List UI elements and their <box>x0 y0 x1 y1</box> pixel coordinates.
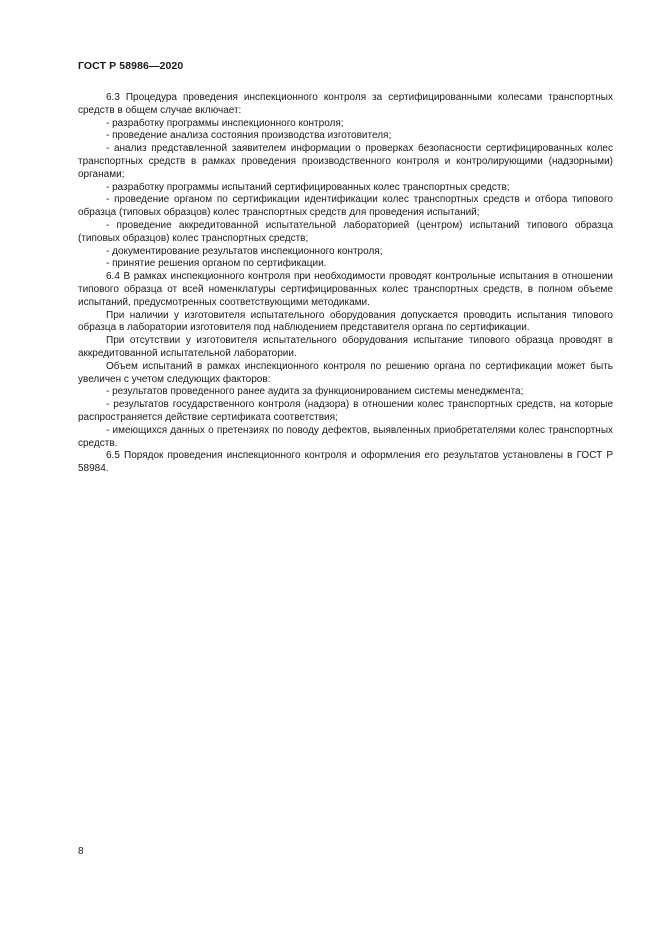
paragraph: Объем испытаний в рамках инспекционного контроля по решению органа по сертификации может быть увеличен с учетом следующих факторов: <box>78 360 613 385</box>
paragraph: При отсутствии у изготовителя испытательного оборудования испытание типового образца проводят в аккредитованной испытательной лаборатории. <box>78 335 613 359</box>
list-item: - анализ представленной заявителем информации о проверках безопасности сертифицированных колес транспортных средств в рамках проведения производственного контроля и контролирующими (надзорными) органами; <box>78 143 613 180</box>
list-item: - разработку программы инспекционного контроля; <box>106 117 344 129</box>
list-item: - проведение органом по сертификации идентификации колес транспортных средств и отбора типового образца (типовых образцов) колес транспортных средств для проведения испытаний; <box>78 194 613 219</box>
list-item: - результатов государственного контроля (надзора) в отношении колес транспортных средств, на которые распространяется действие сертификата соответствия; <box>78 399 613 423</box>
list-item: - разработку программы испытаний сертифицированных колес транспортных средств; <box>106 181 510 193</box>
paragraph: При наличии у изготовителя испытательного оборудования допускается проводить испытания типового образца в лаборатории изготовителя под наблюдением представителя органа по сертификации. <box>78 309 613 334</box>
document-body <box>78 92 613 476</box>
document-header: ГОСТ Р 58986—2020 <box>78 60 184 72</box>
list-item: - проведение аккредитованной испытательной лабораторией (центром) испытаний типового образца (типовых образцов) колес транспортных средств; <box>78 219 613 244</box>
page-number: 8 <box>78 846 84 857</box>
list-item: - результатов проведенного ранее аудита за функционированием системы менеджмента; <box>106 386 524 398</box>
list-item: - принятие решения органом по сертификации. <box>106 258 327 270</box>
paragraph-6-4: 6.4 В рамках инспекционного контроля при необходимости проводят контрольные испытания в отношении типового образца от всей номенклатуры сертифицированных колес транспортных средств, в полном объеме испытаний, предусмотренных соответствующими методиками. <box>78 271 613 308</box>
list-item: - имеющихся данных о претензиях по поводу дефектов, выявленных приобретателями колес транспортных средств. <box>78 424 613 449</box>
paragraph-6-5: 6.5 Порядок проведения инспекционного контроля и оформления его результатов установлены в ГОСТ Р 58984. <box>78 450 613 475</box>
paragraph-6-3: 6.3 Процедура проведения инспекционного контроля за сертифицированными колесами транспортных средств в общем случае включает: <box>78 92 613 116</box>
list-item: - проведение анализа состояния производства изготовителя; <box>106 130 392 142</box>
list-item: - документирование результатов инспекционного контроля; <box>106 245 383 257</box>
